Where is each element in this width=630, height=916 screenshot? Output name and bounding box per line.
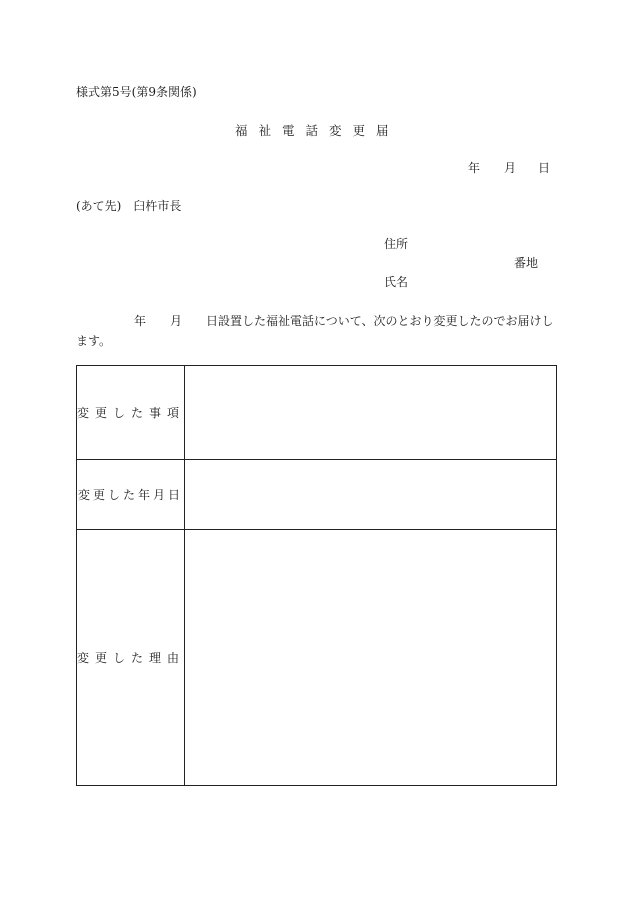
table-row [77,530,557,786]
intro-text: 日設置した福祉電話について、次のとおり変更したのでお届けします。 [76,314,554,348]
intro-year-unit: 年 [134,314,147,328]
row-label-change-reason: 変更した理由 [77,530,185,786]
change-details-table [76,365,557,786]
name-label: 氏名 [384,275,409,289]
lot-number-label: 番地 [514,256,539,270]
form-title: 福祉電話変更届 [235,123,400,138]
address-label: 住所 [384,237,409,251]
table-row [77,366,557,460]
date-day-unit: 日 [538,161,551,175]
change-reason-field[interactable] [185,530,557,786]
row-label-changed-item: 変更した事項 [77,366,185,460]
date-month-unit: 月 [504,161,517,175]
change-date-field[interactable] [185,460,557,530]
table-row [77,460,557,530]
intro-paragraph [76,311,560,351]
addressee: (あて先) 臼杵市長 [76,199,182,213]
intro-month-unit: 月 [170,314,183,328]
row-label-change-date: 変更した年月日 [77,460,185,530]
form-number: 様式第5号(第9条関係) [76,85,197,99]
date-year-unit: 年 [468,161,481,175]
changed-item-field[interactable] [185,366,557,460]
